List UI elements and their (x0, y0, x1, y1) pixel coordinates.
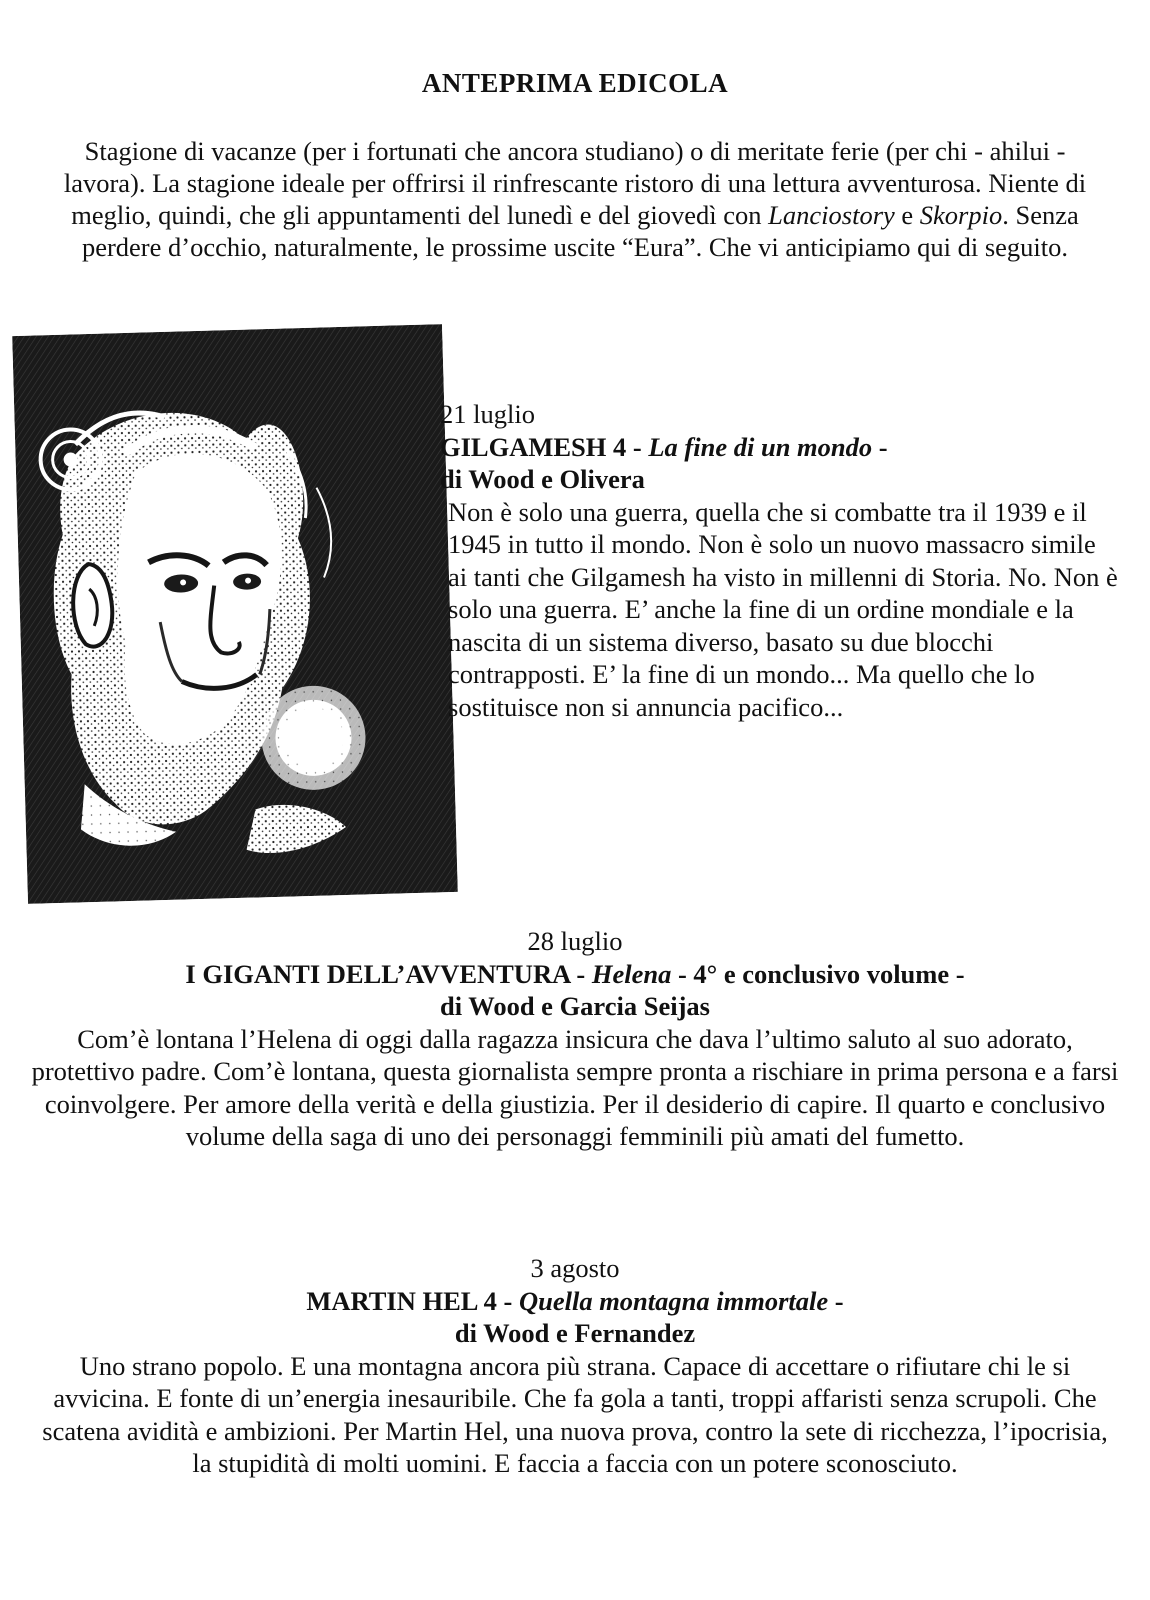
page-title: ANTEPRIMA EDICOLA (421, 68, 729, 98)
portrait-image (12, 324, 458, 904)
series-name: MARTIN HEL 4 - (306, 1285, 519, 1316)
authors: di Wood e Olivera (440, 464, 645, 494)
issue-title: Helena (591, 958, 672, 989)
authors: di Wood e Fernandez (454, 1318, 696, 1348)
issue-title: Quella montagna immortale (518, 1285, 829, 1316)
gilgamesh-cover-illustration (12, 324, 458, 904)
release-date: 21 luglio (440, 399, 535, 429)
title-suffix: - 4° e conclusivo volume - (671, 958, 965, 989)
series-name: I GIGANTI DELL’AVVENTURA - (185, 958, 592, 989)
release-date: 28 luglio (527, 926, 623, 956)
title-suffix: - (828, 1285, 844, 1316)
release-date: 3 agosto (530, 1253, 620, 1283)
intro-paragraph (60, 135, 1090, 263)
series-name: GILGAMESH 4 - (440, 431, 649, 462)
entry-body: Uno strano popolo. E una montagna ancora più strana. Capace di accettare o rifiutare chi le si avvicina. E fonte di un’energia inesauribile. Che fa gola a tanti, troppi affaristi senza scrupoli. Che scatena avidità e ambizioni. Per Martin Hel, una nuova prova, contro la sete di ricchezza, l’ipocrisia, la stupidità di molti uomini. E faccia a faccia con un potere sconosciuto. (42, 1350, 1108, 1478)
entry-martin-hel (30, 1252, 1120, 1480)
magazine-name: Skorpio (919, 200, 1003, 230)
intro-text: . Senza perdere d’occhio, naturalmente, le prossime uscite “Eura”. Che vi anticipiamo qui di seguito. (81, 200, 1079, 262)
authors: di Wood e Garcia Seijas (440, 991, 710, 1021)
issue-title: La fine di un mondo (648, 431, 873, 462)
intro-text: Stagione di vacanze (per i fortunati che ancora studiano) o di meritate ferie (per chi - ahilui - lavora). La stagione ideale per offrirsi il rinfrescante ristoro di una lettura avventurosa. Niente di meglio, quindi, che gli appuntamenti del lunedì e del giovedì con (63, 136, 1087, 230)
entry-heading (30, 1285, 1120, 1318)
entry-gilgamesh (440, 398, 1120, 723)
magazine-name: Lanciostory (768, 200, 895, 230)
entry-giganti-avventura (30, 925, 1120, 1153)
intro-text: e (894, 200, 920, 230)
entry-heading (440, 431, 1120, 464)
title-suffix: - (872, 431, 888, 462)
entry-body: Non è solo una guerra, quella che si combatte tra il 1939 e il 1945 in tutto il mondo. Non è solo un nuovo massacro simile ai tanti che Gilgamesh ha visto in millenni di Storia. No. Non è solo una guerra. E’ anche la fine di un ordine mondiale e la nascita di un sistema diverso, basato su due blocchi contrapposti. E’ la fine di un mondo... Ma quello che lo sostituisce non si annuncia pacifico... (448, 496, 1118, 722)
entry-heading (30, 958, 1120, 991)
entry-body: Com’è lontana l’Helena di oggi dalla ragazza insicura che dava l’ultimo saluto al suo adorato, protettivo padre. Com’è lontana, questa giornalista sempre pronta a rischiare in prima persona e a farsi coinvolgere. Per amore della verità e della giustizia. Per il desiderio di capire. Il quarto e conclusivo volume della saga di uno dei personaggi femminili più amati del fumetto. (31, 1023, 1119, 1151)
